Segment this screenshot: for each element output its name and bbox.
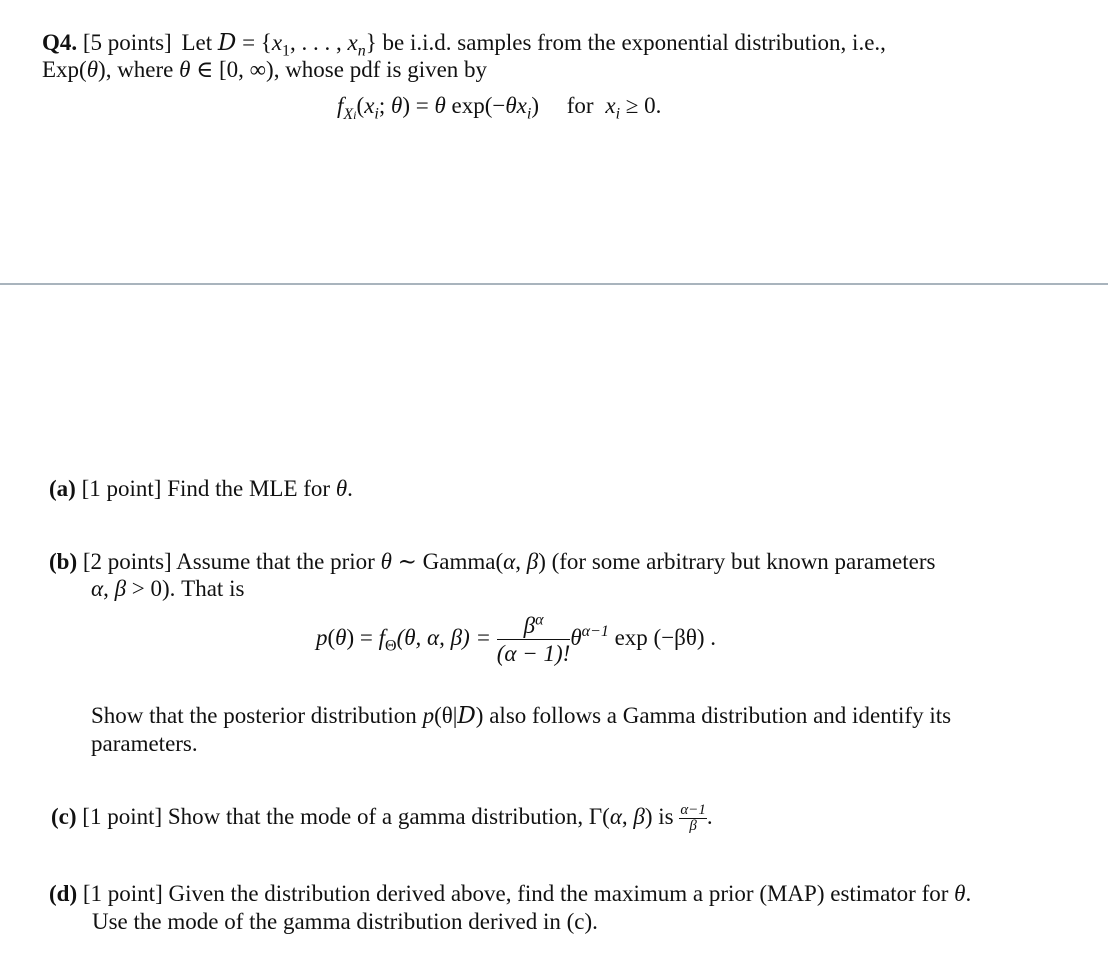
part-b (49, 548, 935, 575)
part-b-points: [2 points] (82, 549, 172, 574)
mode-fraction: $\frac{\alpha-1}{\beta}$ (680, 802, 706, 835)
question-points: [5 points] (82, 30, 172, 55)
part-b-line-2: α, β > 0). That is (91, 576, 245, 601)
part-d (49, 880, 971, 907)
prior-equation: $p(\theta) = f_\Theta(\theta$, α, β) = $\frac{\beta^\alpha}{(\alpha - 1)!}$ $\theta^{\alpha-1}$ exp (−βθ) . (316, 611, 717, 666)
part-a-text: Find the MLE for θ. (167, 476, 353, 501)
part-a-points: [1 point] (81, 476, 162, 501)
part-c-points: [1 point] (82, 804, 163, 829)
part-b-show: Show that the posterior distribution p(θ|D) also follows a Gamma distribution and identify its (91, 703, 952, 729)
pdf-equation: $f_{Xi}(x_i$; θ) = θ $\exp(-\theta x_i)$ for $x_i \ge 0$. (337, 93, 662, 123)
prior-fraction: $\frac{\beta^\alpha}{(\alpha - 1)!}$ (496, 611, 571, 666)
part-d-line-2: Use the mode of the gamma distribution derived in (c). (92, 909, 598, 934)
question-text: Let $D = \{x_1$, . . . , $x_n$} be i.i.d. samples from the exponential distribution, i.e., (181, 30, 886, 60)
part-c (51, 803, 713, 834)
part-a (49, 475, 353, 502)
part-d-label: (d) (49, 881, 78, 906)
part-d-points: [1 point] (82, 881, 163, 906)
part-b-text: Assume that the prior θ ∼ Gamma(α, β) (for some arbitrary but known parameters (176, 549, 936, 574)
part-c-label: (c) (51, 804, 77, 829)
part-a-label: (a) (49, 476, 76, 501)
question-line-2: Exp(θ), where θ ∈ [0, ∞), whose pdf is given by (42, 57, 488, 82)
section-divider (0, 283, 1108, 285)
part-c-text: Show that the mode of a gamma distribution, Γ(α, β) is $\frac{\alpha-1}{\beta}$ . (167, 802, 713, 835)
question-header (42, 29, 1082, 60)
part-d-text: Given the distribution derived above, find the maximum a prior (MAP) estimator for θ. (168, 881, 972, 906)
part-b-label: (b) (49, 549, 78, 574)
question-number: Q4. (42, 30, 78, 55)
part-b-show-line-2: parameters. (91, 731, 198, 756)
